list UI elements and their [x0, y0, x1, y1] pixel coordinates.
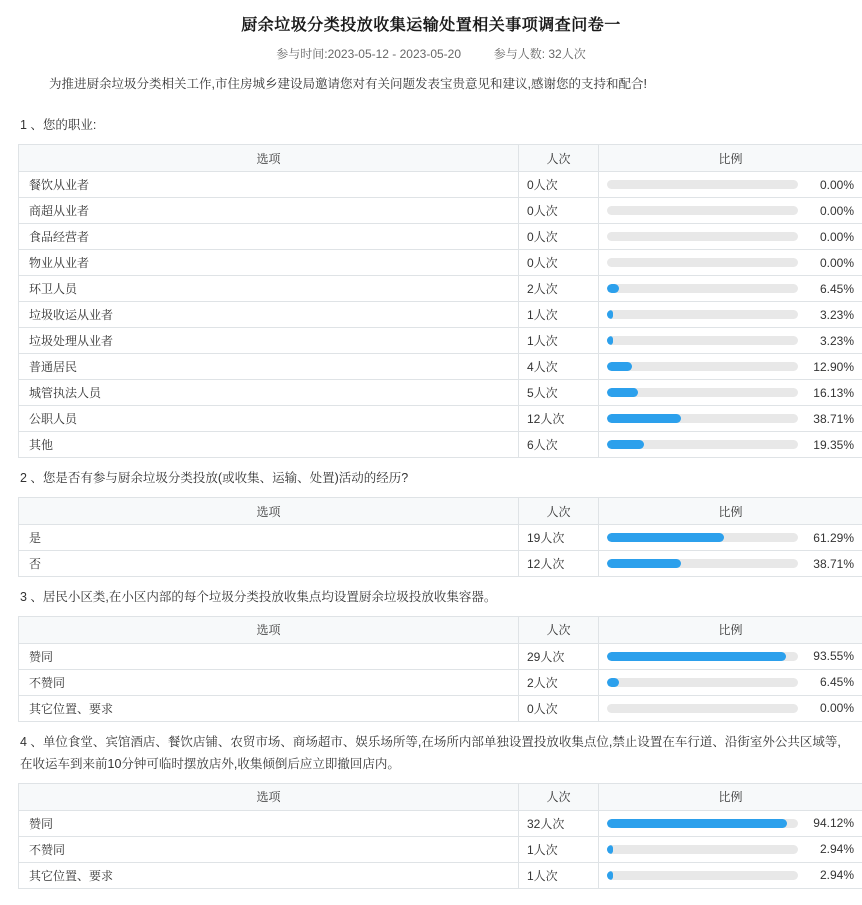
table-row	[19, 669, 862, 695]
ratio-wrapper	[607, 386, 854, 400]
option-count: 2人次	[519, 669, 599, 695]
option-count: 1人次	[519, 862, 599, 888]
progress-bar-fill	[607, 284, 619, 293]
column-header-count: 人次	[519, 783, 599, 810]
progress-bar-fill	[607, 310, 613, 319]
table-row	[19, 406, 862, 432]
ratio-wrapper	[607, 334, 854, 348]
option-percent: 6.45%	[806, 675, 854, 689]
option-percent: 19.35%	[806, 438, 854, 452]
table-row	[19, 862, 862, 888]
survey-intro: 为推进厨余垃圾分类相关工作,市住房城乡建设局邀请您对有关问题发表宝贵意见和建议,感谢您的支持和配合!	[18, 74, 844, 109]
table-row	[19, 172, 862, 198]
table-header-row	[19, 616, 862, 643]
table-row	[19, 810, 862, 836]
question-title: 2 、您是否有参与厨余垃圾分类投放(或收集、运输、处置)活动的经历?	[18, 462, 844, 497]
question-block	[18, 581, 844, 722]
ratio-wrapper	[607, 531, 854, 545]
question-title: 1 、您的职业:	[18, 109, 844, 144]
option-label: 不赞同	[19, 836, 519, 862]
column-header-count: 人次	[519, 498, 599, 525]
option-ratio-cell	[599, 836, 862, 862]
column-header-ratio: 比例	[599, 498, 862, 525]
progress-bar-fill	[607, 362, 632, 371]
ratio-wrapper	[607, 230, 854, 244]
progress-bar-track	[607, 533, 798, 542]
ratio-wrapper	[607, 204, 854, 218]
option-label: 不赞同	[19, 669, 519, 695]
progress-bar-fill	[607, 440, 644, 449]
table-row	[19, 432, 862, 458]
option-percent: 0.00%	[806, 701, 854, 715]
question-block	[18, 109, 844, 458]
question-block	[18, 462, 844, 577]
table-header-row	[19, 498, 862, 525]
table-row	[19, 224, 862, 250]
table-row	[19, 250, 862, 276]
page-title: 厨余垃圾分类投放收集运输处置相关事项调查问卷一	[18, 0, 844, 45]
option-count: 1人次	[519, 328, 599, 354]
option-label: 餐饮从业者	[19, 172, 519, 198]
option-count: 4人次	[519, 354, 599, 380]
progress-bar-track	[607, 845, 798, 854]
progress-bar-track	[607, 440, 798, 449]
option-count: 12人次	[519, 551, 599, 577]
progress-bar-track	[607, 559, 798, 568]
progress-bar-track	[607, 180, 798, 189]
progress-bar-track	[607, 310, 798, 319]
survey-time: 参与时间:2023-05-12 - 2023-05-20	[276, 47, 461, 61]
option-ratio-cell	[599, 406, 862, 432]
column-header-ratio: 比例	[599, 145, 862, 172]
ratio-wrapper	[607, 842, 854, 856]
option-count: 0人次	[519, 250, 599, 276]
progress-bar-fill	[607, 652, 786, 661]
option-percent: 2.94%	[806, 842, 854, 856]
option-ratio-cell	[599, 862, 862, 888]
results-table	[18, 144, 862, 458]
option-percent: 0.00%	[806, 178, 854, 192]
table-row	[19, 328, 862, 354]
option-ratio-cell	[599, 354, 862, 380]
option-ratio-cell	[599, 380, 862, 406]
table-header-row	[19, 145, 862, 172]
column-header-option: 选项	[19, 616, 519, 643]
option-ratio-cell	[599, 810, 862, 836]
progress-bar-fill	[607, 678, 619, 687]
option-ratio-cell	[599, 695, 862, 721]
option-count: 19人次	[519, 525, 599, 551]
ratio-wrapper	[607, 412, 854, 426]
option-percent: 0.00%	[806, 230, 854, 244]
option-ratio-cell	[599, 328, 862, 354]
progress-bar-fill	[607, 559, 681, 568]
column-header-count: 人次	[519, 616, 599, 643]
option-count: 12人次	[519, 406, 599, 432]
progress-bar-fill	[607, 871, 613, 880]
option-label: 商超从业者	[19, 198, 519, 224]
progress-bar-fill	[607, 414, 681, 423]
ratio-wrapper	[607, 360, 854, 374]
option-label: 其它位置、要求	[19, 862, 519, 888]
progress-bar-track	[607, 362, 798, 371]
option-label: 其它位置、要求	[19, 695, 519, 721]
option-count: 6人次	[519, 432, 599, 458]
option-count: 1人次	[519, 836, 599, 862]
option-ratio-cell	[599, 525, 862, 551]
ratio-wrapper	[607, 178, 854, 192]
option-ratio-cell	[599, 432, 862, 458]
option-label: 食品经营者	[19, 224, 519, 250]
table-row	[19, 276, 862, 302]
option-percent: 3.23%	[806, 334, 854, 348]
table-row	[19, 836, 862, 862]
ratio-wrapper	[607, 256, 854, 270]
option-count: 0人次	[519, 198, 599, 224]
table-row	[19, 302, 862, 328]
table-row	[19, 643, 862, 669]
ratio-wrapper	[607, 868, 854, 882]
option-count: 0人次	[519, 695, 599, 721]
option-percent: 38.71%	[806, 557, 854, 571]
option-count: 32人次	[519, 810, 599, 836]
option-count: 0人次	[519, 224, 599, 250]
option-ratio-cell	[599, 551, 862, 577]
option-label: 垃圾处理从业者	[19, 328, 519, 354]
question-title: 3 、居民小区类,在小区内部的每个垃圾分类投放收集点均设置厨余垃圾投放收集容器。	[18, 581, 844, 616]
option-label: 物业从业者	[19, 250, 519, 276]
ratio-wrapper	[607, 701, 854, 715]
questions-container	[18, 109, 844, 888]
progress-bar-track	[607, 232, 798, 241]
option-ratio-cell	[599, 669, 862, 695]
progress-bar-fill	[607, 388, 638, 397]
option-percent: 0.00%	[806, 204, 854, 218]
ratio-wrapper	[607, 675, 854, 689]
option-count: 0人次	[519, 172, 599, 198]
column-header-ratio: 比例	[599, 616, 862, 643]
progress-bar-track	[607, 678, 798, 687]
table-row	[19, 551, 862, 577]
option-percent: 61.29%	[806, 531, 854, 545]
ratio-wrapper	[607, 308, 854, 322]
question-block	[18, 726, 844, 889]
progress-bar-fill	[607, 845, 613, 854]
option-label: 普通居民	[19, 354, 519, 380]
progress-bar-track	[607, 652, 798, 661]
progress-bar-track	[607, 336, 798, 345]
option-ratio-cell	[599, 224, 862, 250]
column-header-ratio: 比例	[599, 783, 862, 810]
ratio-wrapper	[607, 816, 854, 830]
option-ratio-cell	[599, 643, 862, 669]
option-percent: 38.71%	[806, 412, 854, 426]
table-row	[19, 695, 862, 721]
option-percent: 3.23%	[806, 308, 854, 322]
progress-bar-track	[607, 871, 798, 880]
survey-participants: 参与人数: 32人次	[494, 47, 586, 61]
progress-bar-fill	[607, 533, 724, 542]
option-label: 是	[19, 525, 519, 551]
ratio-wrapper	[607, 649, 854, 663]
progress-bar-track	[607, 704, 798, 713]
column-header-count: 人次	[519, 145, 599, 172]
option-percent: 93.55%	[806, 649, 854, 663]
option-count: 2人次	[519, 276, 599, 302]
table-header-row	[19, 783, 862, 810]
option-label: 赞同	[19, 643, 519, 669]
ratio-wrapper	[607, 557, 854, 571]
progress-bar-track	[607, 284, 798, 293]
option-ratio-cell	[599, 250, 862, 276]
option-label: 赞同	[19, 810, 519, 836]
progress-bar-track	[607, 206, 798, 215]
option-percent: 0.00%	[806, 256, 854, 270]
option-count: 1人次	[519, 302, 599, 328]
survey-meta	[18, 45, 844, 74]
option-percent: 6.45%	[806, 282, 854, 296]
table-row	[19, 354, 862, 380]
results-table	[18, 616, 862, 722]
option-ratio-cell	[599, 198, 862, 224]
option-count: 5人次	[519, 380, 599, 406]
column-header-option: 选项	[19, 498, 519, 525]
table-row	[19, 380, 862, 406]
results-table	[18, 783, 862, 889]
option-ratio-cell	[599, 302, 862, 328]
progress-bar-track	[607, 258, 798, 267]
progress-bar-fill	[607, 336, 613, 345]
results-table	[18, 497, 862, 577]
option-label: 其他	[19, 432, 519, 458]
option-percent: 16.13%	[806, 386, 854, 400]
progress-bar-track	[607, 388, 798, 397]
table-row	[19, 198, 862, 224]
progress-bar-fill	[607, 819, 787, 828]
option-ratio-cell	[599, 276, 862, 302]
option-percent: 2.94%	[806, 868, 854, 882]
ratio-wrapper	[607, 282, 854, 296]
option-label: 城管执法人员	[19, 380, 519, 406]
option-label: 垃圾收运从业者	[19, 302, 519, 328]
option-percent: 12.90%	[806, 360, 854, 374]
option-count: 29人次	[519, 643, 599, 669]
ratio-wrapper	[607, 438, 854, 452]
option-label: 环卫人员	[19, 276, 519, 302]
question-title: 4 、单位食堂、宾馆酒店、餐饮店铺、农贸市场、商场超市、娱乐场所等,在场所内部单独设置投放收集点位,禁止设置在车行道、沿街室外公共区域等,在收运车到来前10分钟可临时摆放店外,收集倾倒后应立即撤回店内。	[18, 726, 844, 783]
progress-bar-track	[607, 414, 798, 423]
option-label: 公职人员	[19, 406, 519, 432]
column-header-option: 选项	[19, 783, 519, 810]
table-row	[19, 525, 862, 551]
option-ratio-cell	[599, 172, 862, 198]
progress-bar-track	[607, 819, 798, 828]
column-header-option: 选项	[19, 145, 519, 172]
option-percent: 94.12%	[806, 816, 854, 830]
option-label: 否	[19, 551, 519, 577]
